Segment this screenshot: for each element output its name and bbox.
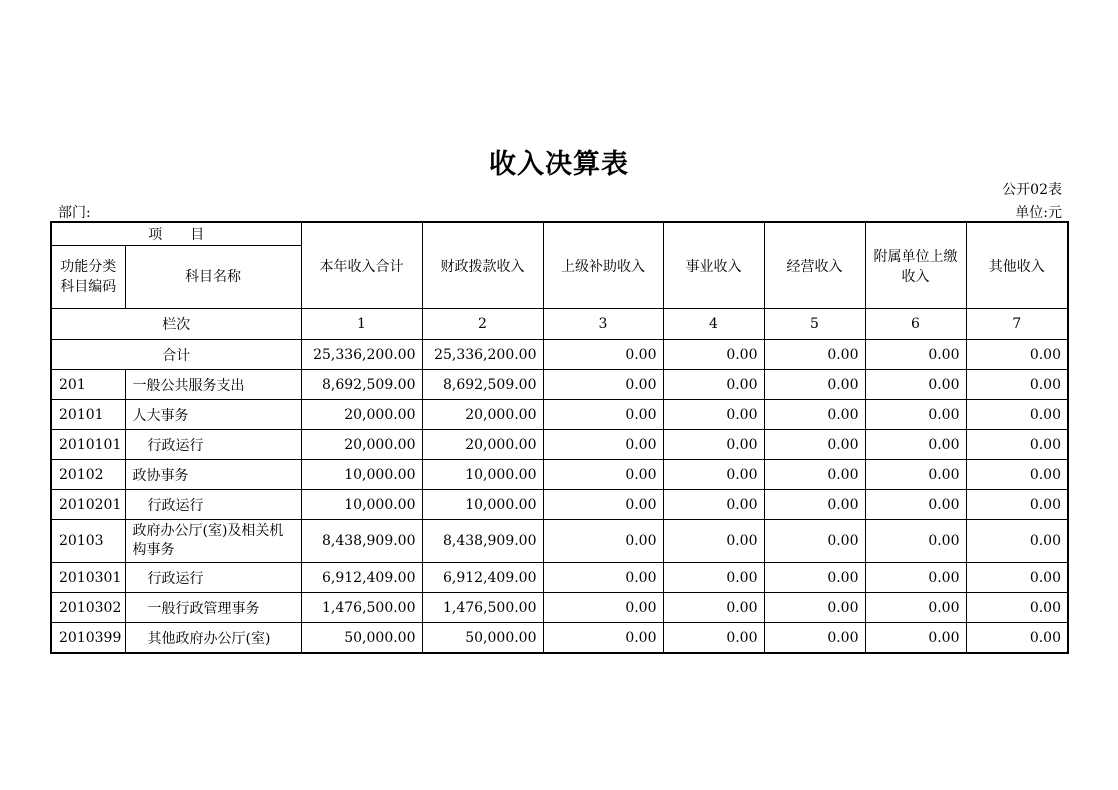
row-value: 0.00 bbox=[966, 623, 1068, 654]
row-value: 0.00 bbox=[543, 563, 663, 593]
header-col-1: 本年收入合计 bbox=[301, 222, 422, 309]
row-value: 8,438,909.00 bbox=[301, 520, 422, 563]
row-name: 政府办公厅(室)及相关机构事务 bbox=[125, 520, 301, 563]
row-name: 行政运行 bbox=[125, 430, 301, 460]
row-value: 0.00 bbox=[966, 520, 1068, 563]
header-project: 项 目 bbox=[51, 222, 301, 246]
row-value: 0.00 bbox=[865, 460, 966, 490]
row-value: 20,000.00 bbox=[422, 400, 543, 430]
row-code: 20102 bbox=[51, 460, 125, 490]
row-value: 10,000.00 bbox=[422, 460, 543, 490]
row-value: 0.00 bbox=[764, 490, 865, 520]
row-value: 0.00 bbox=[663, 520, 764, 563]
page-title: 收入决算表 bbox=[489, 149, 629, 180]
table-row bbox=[51, 563, 1068, 593]
row-value: 0.00 bbox=[865, 593, 966, 623]
row-code: 2010301 bbox=[51, 563, 125, 593]
row-value: 0.00 bbox=[543, 623, 663, 654]
row-value: 20,000.00 bbox=[301, 400, 422, 430]
row-code: 201 bbox=[51, 370, 125, 400]
row-value: 0.00 bbox=[966, 563, 1068, 593]
sequence-number: 2 bbox=[422, 309, 543, 340]
sequence-number: 7 bbox=[966, 309, 1068, 340]
row-name: 政协事务 bbox=[125, 460, 301, 490]
table-row bbox=[51, 400, 1068, 430]
row-value: 10,000.00 bbox=[301, 490, 422, 520]
row-value: 0.00 bbox=[764, 460, 865, 490]
total-value: 25,336,200.00 bbox=[301, 340, 422, 370]
total-value: 0.00 bbox=[865, 340, 966, 370]
row-value: 0.00 bbox=[663, 490, 764, 520]
income-table bbox=[50, 221, 1069, 654]
row-value: 10,000.00 bbox=[422, 490, 543, 520]
row-value: 0.00 bbox=[543, 400, 663, 430]
row-value: 10,000.00 bbox=[301, 460, 422, 490]
sequence-label: 栏次 bbox=[51, 309, 301, 340]
row-code: 2010399 bbox=[51, 623, 125, 654]
row-code: 20103 bbox=[51, 520, 125, 563]
row-value: 0.00 bbox=[663, 430, 764, 460]
header-col-6: 附属单位上缴收入 bbox=[865, 222, 966, 309]
row-value: 0.00 bbox=[865, 490, 966, 520]
row-value: 0.00 bbox=[966, 400, 1068, 430]
row-value: 0.00 bbox=[543, 460, 663, 490]
row-value: 0.00 bbox=[865, 400, 966, 430]
row-value: 0.00 bbox=[543, 520, 663, 563]
row-value: 0.00 bbox=[663, 563, 764, 593]
header-col-7: 其他收入 bbox=[966, 222, 1068, 309]
sequence-number: 5 bbox=[764, 309, 865, 340]
row-value: 0.00 bbox=[865, 430, 966, 460]
row-code: 2010201 bbox=[51, 490, 125, 520]
row-value: 20,000.00 bbox=[301, 430, 422, 460]
row-value: 0.00 bbox=[543, 593, 663, 623]
row-name: 行政运行 bbox=[125, 490, 301, 520]
row-name: 其他政府办公厅(室) bbox=[125, 623, 301, 654]
row-value: 0.00 bbox=[966, 370, 1068, 400]
row-value: 0.00 bbox=[865, 563, 966, 593]
row-value: 50,000.00 bbox=[422, 623, 543, 654]
header-code: 功能分类科目编码 bbox=[51, 246, 125, 309]
row-value: 0.00 bbox=[543, 490, 663, 520]
sequence-number: 4 bbox=[663, 309, 764, 340]
total-value: 0.00 bbox=[966, 340, 1068, 370]
row-name: 人大事务 bbox=[125, 400, 301, 430]
row-value: 0.00 bbox=[966, 430, 1068, 460]
row-value: 0.00 bbox=[865, 520, 966, 563]
row-value: 8,692,509.00 bbox=[301, 370, 422, 400]
header-col-2: 财政拨款收入 bbox=[422, 222, 543, 309]
row-value: 0.00 bbox=[764, 563, 865, 593]
header-name: 科目名称 bbox=[125, 246, 301, 309]
table-row bbox=[51, 520, 1068, 563]
row-value: 50,000.00 bbox=[301, 623, 422, 654]
row-value: 0.00 bbox=[663, 370, 764, 400]
total-value: 0.00 bbox=[663, 340, 764, 370]
row-value: 0.00 bbox=[865, 623, 966, 654]
header-col-5: 经营收入 bbox=[764, 222, 865, 309]
row-value: 0.00 bbox=[663, 400, 764, 430]
total-value: 25,336,200.00 bbox=[422, 340, 543, 370]
header-col-3: 上级补助收入 bbox=[543, 222, 663, 309]
row-value: 6,912,409.00 bbox=[422, 563, 543, 593]
department-label: 部门: bbox=[58, 205, 91, 221]
total-row bbox=[51, 340, 1068, 370]
row-name: 行政运行 bbox=[125, 563, 301, 593]
row-name: 一般行政管理事务 bbox=[125, 593, 301, 623]
row-value: 0.00 bbox=[865, 370, 966, 400]
table-row bbox=[51, 623, 1068, 654]
header-row-project bbox=[51, 222, 1068, 246]
row-value: 0.00 bbox=[764, 400, 865, 430]
row-value: 8,692,509.00 bbox=[422, 370, 543, 400]
row-value: 0.00 bbox=[543, 430, 663, 460]
header-col-4: 事业收入 bbox=[663, 222, 764, 309]
row-value: 0.00 bbox=[663, 460, 764, 490]
table-row bbox=[51, 430, 1068, 460]
sequence-row bbox=[51, 309, 1068, 340]
table-row bbox=[51, 460, 1068, 490]
unit-label: 单位:元 bbox=[1015, 205, 1062, 221]
row-value: 8,438,909.00 bbox=[422, 520, 543, 563]
row-value: 0.00 bbox=[764, 623, 865, 654]
sequence-number: 3 bbox=[543, 309, 663, 340]
row-value: 20,000.00 bbox=[422, 430, 543, 460]
form-number: 公开02表 bbox=[1002, 182, 1062, 198]
row-value: 0.00 bbox=[663, 623, 764, 654]
row-value: 1,476,500.00 bbox=[301, 593, 422, 623]
row-code: 2010302 bbox=[51, 593, 125, 623]
row-code: 2010101 bbox=[51, 430, 125, 460]
row-value: 0.00 bbox=[966, 593, 1068, 623]
row-value: 0.00 bbox=[764, 430, 865, 460]
row-value: 6,912,409.00 bbox=[301, 563, 422, 593]
row-name: 一般公共服务支出 bbox=[125, 370, 301, 400]
total-value: 0.00 bbox=[764, 340, 865, 370]
total-value: 0.00 bbox=[543, 340, 663, 370]
row-value: 1,476,500.00 bbox=[422, 593, 543, 623]
row-value: 0.00 bbox=[966, 490, 1068, 520]
row-code: 20101 bbox=[51, 400, 125, 430]
sequence-number: 1 bbox=[301, 309, 422, 340]
row-value: 0.00 bbox=[764, 593, 865, 623]
table-row bbox=[51, 370, 1068, 400]
sequence-number: 6 bbox=[865, 309, 966, 340]
row-value: 0.00 bbox=[543, 370, 663, 400]
row-value: 0.00 bbox=[966, 460, 1068, 490]
table-row bbox=[51, 593, 1068, 623]
row-value: 0.00 bbox=[663, 593, 764, 623]
row-value: 0.00 bbox=[764, 520, 865, 563]
total-label: 合计 bbox=[51, 340, 301, 370]
table-row bbox=[51, 490, 1068, 520]
row-value: 0.00 bbox=[764, 370, 865, 400]
